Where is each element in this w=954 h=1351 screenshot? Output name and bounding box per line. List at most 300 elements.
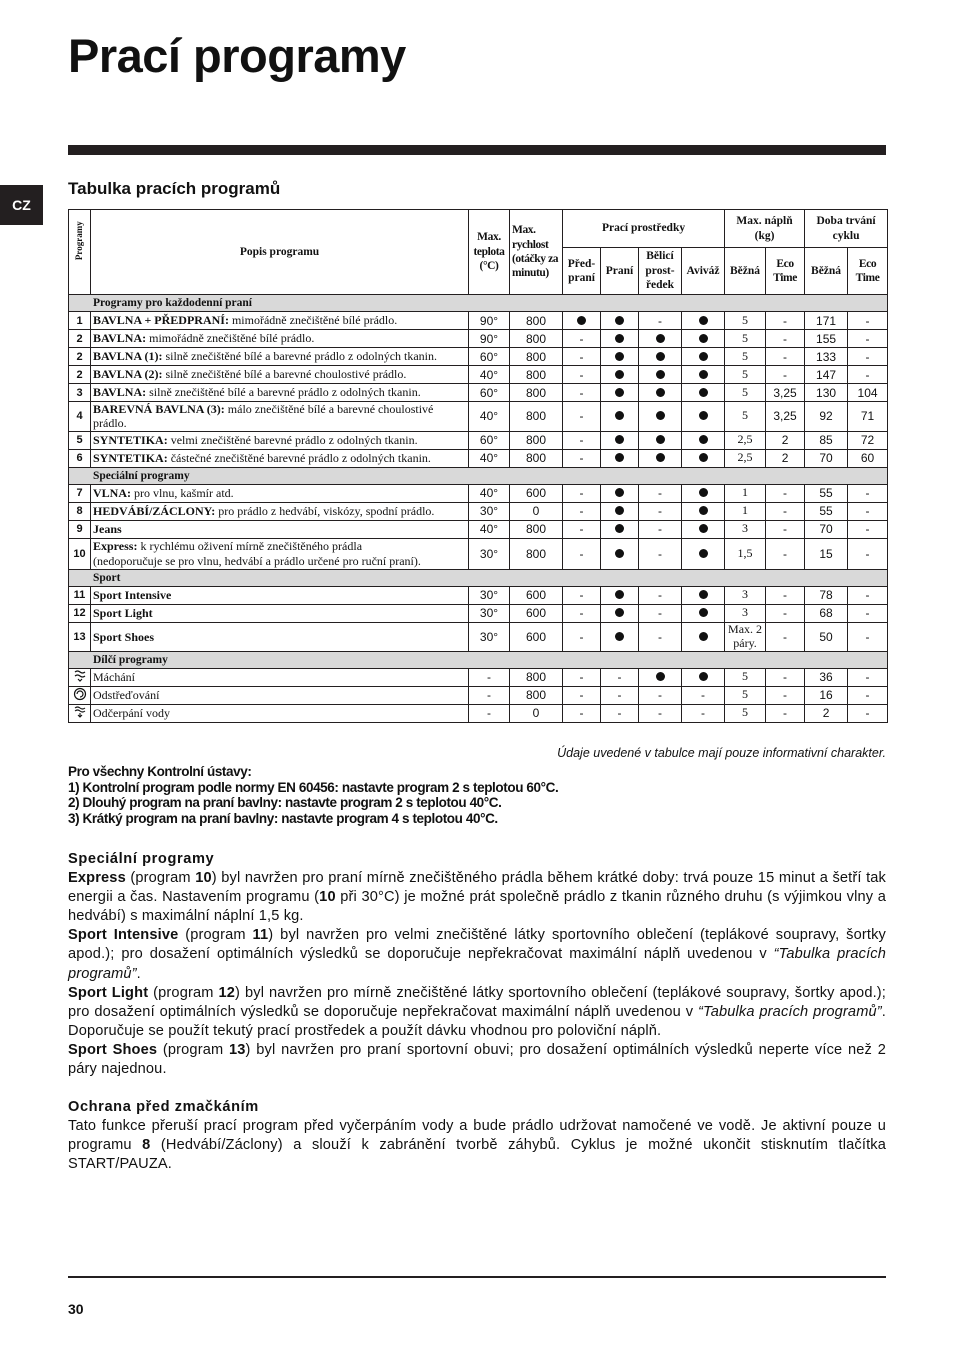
bullet-icon <box>699 388 708 397</box>
max-speed-cell: 800 <box>510 668 563 686</box>
program-description <box>91 538 469 569</box>
page-number: 30 <box>68 1301 84 1317</box>
softener-cell <box>682 622 725 651</box>
load-eco-cell: 2 <box>766 449 805 467</box>
program-description <box>91 668 469 686</box>
header-duration-eco: Eco Time <box>848 248 888 295</box>
max-temp-cell: 60° <box>469 384 510 402</box>
program-number: 8 <box>69 502 91 520</box>
title-divider <box>68 145 886 155</box>
crease-paragraph: Tato funkce přeruší prací program před vyčerpáním vody a bude prádlo udržovat namočené ve vodě. Je aktivní pouze u programu 8 (Hedvábí/Záclony) a slouží k zabránění tvorbě záhybů. Cyklus je možné ukončit stisknutím tlačítka START/PAUZA. <box>68 1118 886 1173</box>
softener-cell <box>682 520 725 538</box>
max-temp-cell: 40° <box>469 484 510 502</box>
max-temp-cell: - <box>469 704 510 722</box>
program-number: 10 <box>69 538 91 569</box>
load-eco-cell: - <box>766 586 805 604</box>
program-description <box>91 622 469 651</box>
header-bleach: Bělicí prost-ředek <box>639 248 682 295</box>
program-name: BAVLNA + PŘEDPRANÍ: <box>93 313 229 328</box>
load-normal-cell: 3 <box>725 586 766 604</box>
load-normal-cell: 2,5 <box>725 449 766 467</box>
program-description <box>91 348 469 366</box>
duration-normal-cell: 15 <box>805 538 848 569</box>
intensive-paragraph: Sport Intensive (program 11) byl navržen pro velmi znečištěné látky sportovního oblečení (teplákové soupravy, šortky apod.); pro dosažení optimálních výsledků se doporučuje nepřekračovat maximální náplň uvedenou v “Tabulka pracích programů”. <box>68 927 887 982</box>
load-normal-cell: 5 <box>725 384 766 402</box>
table-row <box>69 330 888 348</box>
duration-normal-cell: 2 <box>805 704 848 722</box>
program-text: silně znečištěné bílé a barevné prádlo z odolných tkanin. <box>149 385 421 400</box>
bleach-cell <box>639 348 682 366</box>
prewash-cell: - <box>563 622 601 651</box>
program-name: Express: <box>93 539 138 554</box>
header-load-normal: Běžná <box>725 248 766 295</box>
bleach-cell: - <box>639 538 682 569</box>
bleach-cell <box>639 431 682 449</box>
special-programs-section <box>68 850 886 1079</box>
bullet-icon <box>615 549 624 558</box>
max-speed-cell: 600 <box>510 622 563 651</box>
program-number: 2 <box>69 348 91 366</box>
max-speed-cell: 800 <box>510 402 563 432</box>
bullet-icon <box>615 506 624 515</box>
duration-normal-cell: 70 <box>805 449 848 467</box>
wash-cell <box>601 604 639 622</box>
load-normal-cell: 2,5 <box>725 431 766 449</box>
bleach-cell: - <box>639 622 682 651</box>
softener-cell <box>682 502 725 520</box>
program-description <box>91 704 469 722</box>
crease-protection-section <box>68 1098 886 1174</box>
duration-normal-cell: 85 <box>805 431 848 449</box>
bleach-cell <box>639 384 682 402</box>
bleach-cell <box>639 668 682 686</box>
table-row <box>69 384 888 402</box>
header-duration: Doba trvání cyklu <box>805 210 888 248</box>
program-text: Odčerpání vody <box>93 706 170 721</box>
section-title: Programy pro každodenní praní <box>69 295 888 312</box>
wash-cell <box>601 520 639 538</box>
bleach-cell: - <box>639 686 682 704</box>
bullet-icon <box>615 608 624 617</box>
duration-eco-cell: - <box>848 520 888 538</box>
bullet-icon <box>656 435 665 444</box>
bullet-icon <box>699 453 708 462</box>
duration-eco-cell: - <box>848 686 888 704</box>
wash-cell <box>601 312 639 330</box>
bullet-icon <box>615 590 624 599</box>
program-text: velmi znečištěné barevné prádlo z odolných tkanin. <box>170 433 418 448</box>
section-row <box>69 467 888 484</box>
softener-cell <box>682 449 725 467</box>
load-normal-cell: 5 <box>725 402 766 432</box>
program-icon-cell <box>69 704 91 722</box>
bullet-icon <box>699 334 708 343</box>
program-number: 4 <box>69 402 91 432</box>
load-eco-cell: - <box>766 538 805 569</box>
bleach-cell <box>639 449 682 467</box>
load-eco-cell: - <box>766 604 805 622</box>
program-number: 12 <box>69 604 91 622</box>
duration-eco-cell: - <box>848 604 888 622</box>
load-eco-cell: 2 <box>766 431 805 449</box>
duration-eco-cell: - <box>848 312 888 330</box>
table-row <box>69 520 888 538</box>
control-institutes <box>68 764 558 826</box>
wash-cell <box>601 622 639 651</box>
softener-cell <box>682 484 725 502</box>
duration-normal-cell: 50 <box>805 622 848 651</box>
program-text: silně znečištěné bílé a barevné prádlo z odolných tkanin. <box>165 349 438 364</box>
duration-normal-cell: 55 <box>805 502 848 520</box>
wash-cell <box>601 449 639 467</box>
bullet-icon <box>656 352 665 361</box>
wash-cell: - <box>601 686 639 704</box>
section-title: Speciální programy <box>69 467 888 484</box>
load-normal-cell: 5 <box>725 348 766 366</box>
prewash-cell: - <box>563 449 601 467</box>
duration-eco-cell: - <box>848 622 888 651</box>
max-temp-cell: 30° <box>469 538 510 569</box>
page-title: Prací programy <box>68 29 406 82</box>
bullet-icon <box>615 435 624 444</box>
softener-cell <box>682 604 725 622</box>
max-speed-cell: 0 <box>510 502 563 520</box>
section-row <box>69 651 888 668</box>
program-text: k rychlému oživení mírně znečištěného prádla <box>140 539 363 554</box>
wash-cell <box>601 348 639 366</box>
program-icon-cell <box>69 686 91 704</box>
wash-cell: - <box>601 668 639 686</box>
duration-eco-cell: - <box>848 502 888 520</box>
express-paragraph: Express (program 10) byl navržen pro praní mírně znečištěného prádla během krátké doby: trvá pouze 15 minut a šetří tak energii a čas. Nastavením programu (10 při 30°C) je možné prát společně prádlo z tkanin různého druhu (s výjimkou vlny a hedvábí) s maximální náplní 1,5 kg. <box>68 870 886 925</box>
program-number: 2 <box>69 366 91 384</box>
language-tab: CZ <box>0 185 43 225</box>
bullet-icon <box>615 411 624 420</box>
program-description <box>91 330 469 348</box>
load-normal-cell: 5 <box>725 312 766 330</box>
load-normal-cell: 5 <box>725 668 766 686</box>
duration-eco-cell: 60 <box>848 449 888 467</box>
duration-normal-cell: 78 <box>805 586 848 604</box>
drain-icon <box>73 705 87 722</box>
bullet-icon <box>699 549 708 558</box>
table-note: Údaje uvedené v tabulce mají pouze informativní charakter. <box>557 746 886 760</box>
softener-cell <box>682 330 725 348</box>
max-temp-cell: - <box>469 668 510 686</box>
table-row <box>69 484 888 502</box>
header-programs: Programy <box>69 210 91 295</box>
load-normal-cell: 1 <box>725 484 766 502</box>
wash-cell <box>601 538 639 569</box>
max-temp-cell: - <box>469 686 510 704</box>
wash-cell <box>601 366 639 384</box>
duration-normal-cell: 155 <box>805 330 848 348</box>
program-name: BAVLNA (1): <box>93 349 163 364</box>
bullet-icon <box>699 608 708 617</box>
bullet-icon <box>699 524 708 533</box>
softener-cell <box>682 384 725 402</box>
bullet-icon <box>699 590 708 599</box>
prewash-cell: - <box>563 586 601 604</box>
bullet-icon <box>699 435 708 444</box>
load-eco-cell: - <box>766 348 805 366</box>
load-eco-cell: - <box>766 502 805 520</box>
program-text: mimořádně znečištěné bílé prádlo. <box>149 331 315 346</box>
bullet-icon <box>699 632 708 641</box>
duration-normal-cell: 133 <box>805 348 848 366</box>
header-max-speed: Max. rychlost (otáčky za minutu) <box>510 210 563 295</box>
program-number: 9 <box>69 520 91 538</box>
table-row <box>69 312 888 330</box>
max-speed-cell: 800 <box>510 686 563 704</box>
program-name: Sport Intensive <box>93 588 172 603</box>
program-icon-cell <box>69 668 91 686</box>
program-text: málo znečištěné bílé a barevné choulostivé prádlo. <box>93 402 434 431</box>
program-name: HEDVÁBÍ/ZÁCLONY: <box>93 504 216 519</box>
special-heading: Speciální programy <box>68 851 215 867</box>
max-speed-cell: 600 <box>510 604 563 622</box>
duration-eco-cell: - <box>848 586 888 604</box>
rinse-icon <box>73 669 87 686</box>
table-row <box>69 402 888 432</box>
max-speed-cell: 800 <box>510 330 563 348</box>
duration-eco-cell: - <box>848 538 888 569</box>
softener-cell: - <box>682 704 725 722</box>
program-name: VLNA: <box>93 486 131 501</box>
bleach-cell: - <box>639 502 682 520</box>
duration-eco-cell: - <box>848 348 888 366</box>
max-temp-cell: 30° <box>469 604 510 622</box>
light-paragraph: Sport Light (program 12) byl navržen pro mírně znečištěné látky sportovního oblečení (teplákové soupravy, šortky apod.); pro dosažení optimálních výsledků se doporučuje nepřekračovat maximální náplň uvedenou v “Tabulka pracích programů”. Doporučuje se použít tekutý prací prostředek a použít dávku vhodnou pro poloviční náplň. <box>68 984 887 1039</box>
duration-eco-cell: - <box>848 484 888 502</box>
program-text: mimořádně znečištěné bílé prádlo. <box>231 313 398 328</box>
program-name: BAVLNA (2): <box>93 367 163 382</box>
program-number: 1 <box>69 312 91 330</box>
shoes-paragraph: Sport Shoes (program 13) byl navržen pro praní sportovní obuvi; pro dosažení optimálních výsledků neperte více než 2 páry najednou. <box>68 1041 886 1078</box>
bullet-icon <box>699 411 708 420</box>
program-name: BAVLNA: <box>93 331 147 346</box>
max-speed-cell: 800 <box>510 312 563 330</box>
program-description <box>91 431 469 449</box>
table-row <box>69 686 888 704</box>
bullet-icon <box>656 388 665 397</box>
section-title: Sport <box>69 569 888 586</box>
load-normal-cell: 5 <box>725 686 766 704</box>
bullet-icon <box>615 488 624 497</box>
duration-normal-cell: 92 <box>805 402 848 432</box>
bleach-cell <box>639 402 682 432</box>
prewash-cell: - <box>563 366 601 384</box>
duration-normal-cell: 171 <box>805 312 848 330</box>
load-eco-cell: - <box>766 704 805 722</box>
bullet-icon <box>656 672 665 681</box>
softener-cell <box>682 312 725 330</box>
section-title: Dílčí programy <box>69 651 888 668</box>
prewash-cell: - <box>563 348 601 366</box>
program-text: pro vlnu, kašmír atd. <box>134 486 234 501</box>
program-name: BAREVNÁ BAVLNA (3): <box>93 402 225 416</box>
wash-cell <box>601 431 639 449</box>
max-temp-cell: 30° <box>469 502 510 520</box>
load-normal-cell: Max. 2 páry. <box>725 622 766 651</box>
header-softener: Aviváž <box>682 248 725 295</box>
max-temp-cell: 60° <box>469 431 510 449</box>
duration-normal-cell: 130 <box>805 384 848 402</box>
bullet-icon <box>615 316 624 325</box>
softener-cell <box>682 366 725 384</box>
prewash-cell: - <box>563 330 601 348</box>
max-temp-cell: 60° <box>469 348 510 366</box>
footer-divider <box>68 1276 886 1278</box>
program-description <box>91 686 469 704</box>
prewash-cell: - <box>563 484 601 502</box>
table-row <box>69 502 888 520</box>
program-description <box>91 384 469 402</box>
table-row <box>69 348 888 366</box>
max-speed-cell: 600 <box>510 484 563 502</box>
max-speed-cell: 800 <box>510 384 563 402</box>
bullet-icon <box>699 488 708 497</box>
bleach-cell: - <box>639 484 682 502</box>
duration-normal-cell: 16 <box>805 686 848 704</box>
duration-normal-cell: 55 <box>805 484 848 502</box>
program-text: částečné znečištěné barevné prádlo z odolných tkanin. <box>170 451 431 466</box>
table-row <box>69 538 888 569</box>
program-text-note: (nedoporučuje se pro vlnu, hedvábí a prádlo určené pro ruční praní). <box>93 553 421 568</box>
bullet-icon <box>699 352 708 361</box>
program-description <box>91 366 469 384</box>
max-speed-cell: 600 <box>510 586 563 604</box>
program-table <box>68 209 888 723</box>
prewash-cell: - <box>563 686 601 704</box>
crease-heading: Ochrana před zmačkáním <box>68 1099 259 1115</box>
prewash-cell: - <box>563 431 601 449</box>
program-description <box>91 502 469 520</box>
bullet-icon <box>656 453 665 462</box>
max-temp-cell: 30° <box>469 586 510 604</box>
program-name: Jeans <box>93 522 122 537</box>
program-text: pro prádlo z hedvábí, viskózy, spodní prádlo. <box>218 504 435 519</box>
program-name: Sport Shoes <box>93 629 155 644</box>
bullet-icon <box>656 370 665 379</box>
load-eco-cell: - <box>766 668 805 686</box>
max-speed-cell: 800 <box>510 449 563 467</box>
program-description <box>91 520 469 538</box>
prewash-cell: - <box>563 402 601 432</box>
bleach-cell <box>639 330 682 348</box>
load-eco-cell: - <box>766 312 805 330</box>
header-description: Popis programu <box>91 210 469 295</box>
table-row <box>69 604 888 622</box>
max-speed-cell: 800 <box>510 348 563 366</box>
header-detergents: Prací prostředky <box>563 210 725 248</box>
load-eco-cell: 3,25 <box>766 384 805 402</box>
max-speed-cell: 800 <box>510 520 563 538</box>
load-eco-cell: - <box>766 330 805 348</box>
softener-cell: - <box>682 686 725 704</box>
max-temp-cell: 90° <box>469 330 510 348</box>
wash-cell <box>601 586 639 604</box>
load-normal-cell: 1 <box>725 502 766 520</box>
table-row <box>69 704 888 722</box>
program-name: SYNTETIKA: <box>93 433 168 448</box>
max-speed-cell: 0 <box>510 704 563 722</box>
program-name: SYNTETIKA: <box>93 451 168 466</box>
bullet-icon <box>615 388 624 397</box>
max-temp-cell: 90° <box>469 312 510 330</box>
prewash-cell: - <box>563 384 601 402</box>
load-normal-cell: 5 <box>725 704 766 722</box>
bullet-icon <box>615 632 624 641</box>
spin-icon <box>73 687 87 704</box>
max-speed-cell: 800 <box>510 366 563 384</box>
duration-normal-cell: 70 <box>805 520 848 538</box>
load-eco-cell: 3,25 <box>766 402 805 432</box>
bleach-cell <box>639 366 682 384</box>
table-row <box>69 449 888 467</box>
max-temp-cell: 30° <box>469 622 510 651</box>
max-speed-cell: 800 <box>510 431 563 449</box>
wash-cell <box>601 402 639 432</box>
program-number: 7 <box>69 484 91 502</box>
load-normal-cell: 5 <box>725 330 766 348</box>
bullet-icon <box>699 672 708 681</box>
load-eco-cell: - <box>766 484 805 502</box>
duration-normal-cell: 36 <box>805 668 848 686</box>
softener-cell <box>682 348 725 366</box>
header-max-temp: Max. teplota (°C) <box>469 210 510 295</box>
duration-eco-cell: 71 <box>848 402 888 432</box>
table-row <box>69 668 888 686</box>
table-row <box>69 586 888 604</box>
program-number: 3 <box>69 384 91 402</box>
bleach-cell: - <box>639 586 682 604</box>
bullet-icon <box>699 370 708 379</box>
program-name: BAVLNA: <box>93 385 147 400</box>
load-normal-cell: 3 <box>725 520 766 538</box>
duration-normal-cell: 147 <box>805 366 848 384</box>
softener-cell <box>682 668 725 686</box>
max-temp-cell: 40° <box>469 366 510 384</box>
program-number: 13 <box>69 622 91 651</box>
program-description <box>91 604 469 622</box>
bullet-icon <box>577 316 586 325</box>
program-description <box>91 449 469 467</box>
prewash-cell: - <box>563 502 601 520</box>
prewash-cell: - <box>563 704 601 722</box>
header-prewash: Před-praní <box>563 248 601 295</box>
bullet-icon <box>615 352 624 361</box>
prewash-cell: - <box>563 538 601 569</box>
wash-cell <box>601 502 639 520</box>
program-description <box>91 586 469 604</box>
control-line-2: 2) Dlouhý program na praní bavlny: nastavte program 2 s teplotou 40°C. <box>68 795 502 811</box>
duration-eco-cell: - <box>848 704 888 722</box>
control-heading: Pro všechny Kontrolní ústavy: <box>68 764 252 779</box>
bleach-cell: - <box>639 312 682 330</box>
max-temp-cell: 40° <box>469 402 510 432</box>
load-eco-cell: - <box>766 686 805 704</box>
table-row <box>69 431 888 449</box>
bleach-cell: - <box>639 704 682 722</box>
load-normal-cell: 1,5 <box>725 538 766 569</box>
bullet-icon <box>656 334 665 343</box>
load-eco-cell: - <box>766 366 805 384</box>
bullet-icon <box>699 506 708 515</box>
softener-cell <box>682 431 725 449</box>
section-row <box>69 295 888 312</box>
bullet-icon <box>615 524 624 533</box>
